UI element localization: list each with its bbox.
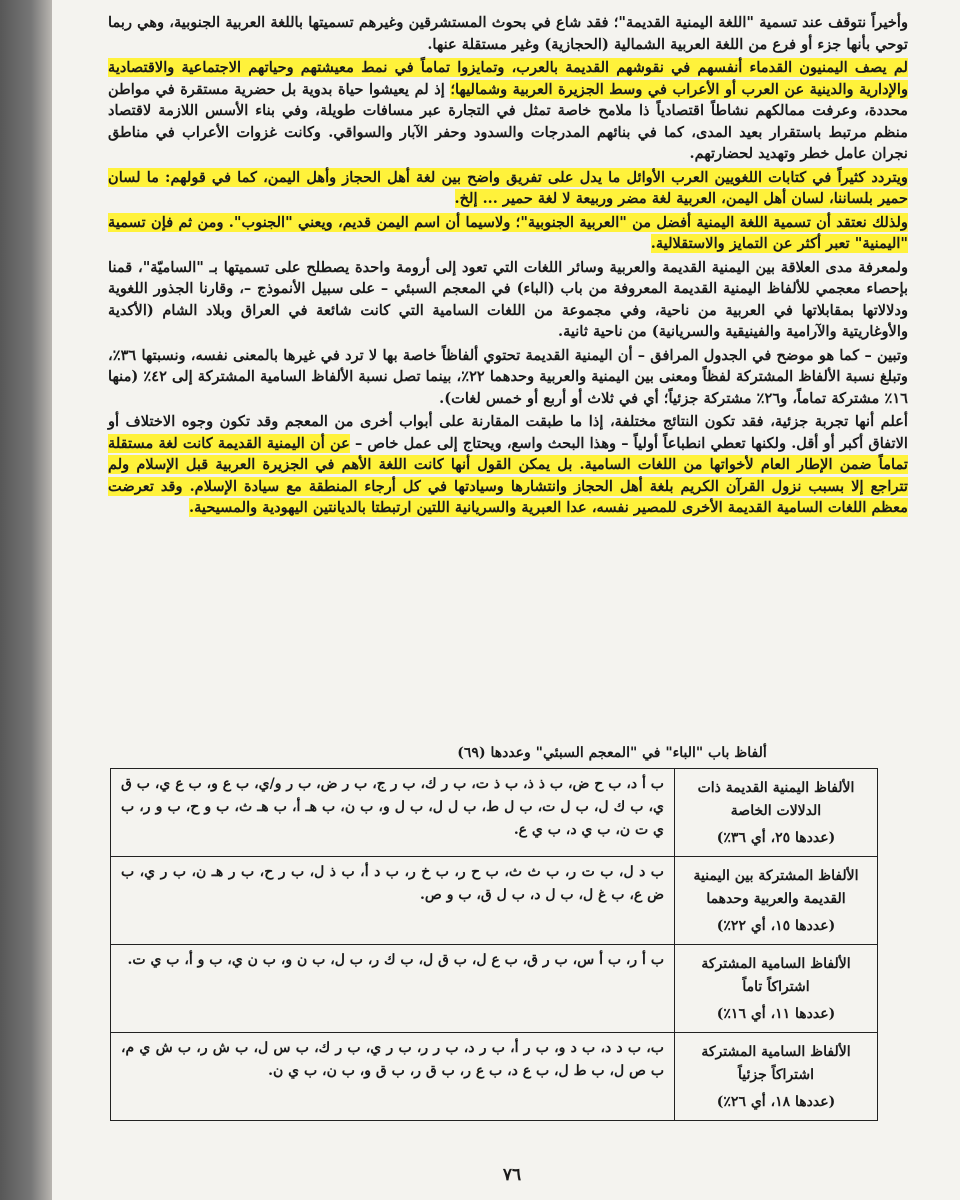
category-label: الألفاظ السامية المشتركة اشتراكاً تاماً: [701, 956, 851, 995]
page-number: ٧٦: [502, 1165, 522, 1185]
category-cell: [675, 769, 878, 857]
roots-cell: ب أ ر، ب أ س، ب ر ق، ب ع ل، ب ق ل، ب ك ر، ب ل، ب ن و، ب ن ي، ب و أ، ب ي ت.: [111, 945, 675, 1033]
book-page: [52, 0, 960, 1200]
paragraph: [108, 57, 908, 165]
text-segment: أعلم أنها تجربة جزئية، فقد تكون النتائج مختلفة، إذا ما طبقت المقارنة على أبواب أخرى من المعجم وقد تكون وجوه الاختلاف أو الاتفاق أكبر أو أقل. ولكنها تعطي انطباعاً أولياً – وهذا البحث واسع، ويحتاج إلى عمل خاص –: [108, 413, 908, 452]
category-label: الألفاظ اليمنية القديمة ذات الدلالات الخاصة: [697, 780, 855, 819]
category-count: (عددها ٢٥، أي ٣٦٪): [716, 830, 836, 846]
text-segment: ولمعرفة مدى العلاقة بين اليمنية القديمة والعربية وسائر اللغات التي تعود إلى أرومة واحدة يصطلح على تسميتها بـ "الساميّة"، قمنا بإحصاء معجمي للألفاظ اليمنية القديمة المعروفة من باب (الباء) في المعجم السبئي – على سبيل الأنموذج –، وقارنا الجذور اللغوية ودلالاتها بمقابلاتها في العربية من ناحية، وفي مجموعة من اللغات السامية التي كانت شائعة في العراق وبلاد الشام (الأكدية والأوغاريتية والآرامية والفينيقية والسريانية) من ناحية ثانية.: [108, 258, 908, 340]
paragraph: [108, 12, 908, 55]
table-row: [111, 945, 878, 1033]
category-cell: [675, 945, 878, 1033]
scan-binding-edge: [0, 0, 52, 1200]
paragraph: [108, 212, 908, 255]
category-cell: [675, 857, 878, 945]
category-cell: [675, 1033, 878, 1121]
table-row: [111, 857, 878, 945]
text-segment: وأخيراً نتوقف عند تسمية "اللغة اليمنية القديمة"؛ فقد شاع في بحوث المستشرقين وغيرهم تسميتها باللغة العربية الجنوبية، وهي ربما توحي بأنها جزء أو فرع من اللغة العربية الشمالية (الحجازية) وغير مستقلة عنها.: [108, 14, 908, 53]
category-count: (عددها ١٥، أي ٢٢٪): [716, 918, 836, 934]
lexicon-table: [110, 768, 878, 1121]
roots-cell: ب، ب د د، ب د و، ب ر أ، ب ر د، ب ر ر، ب ر ي، ب ر ك، ب س ل، ب ش ر، ب ش ي م، ب ص ل، ب ط ل، ب ع د، ب ع ر، ب ق ر، ب ق و، ب ن، ب ي ن.: [111, 1033, 675, 1121]
highlighted-text-segment: لم يصف اليمنيون القدماء أنفسهم في نقوشهم القديمة بالعرب، وتمايزوا تماماً في نمط معيشتهم وحياتهم الاجتماعية والاقتصادية والإدارية والدينية عن العرب أو الأعراب في وسط الجزيرة العربية وشماليها؛: [108, 59, 908, 98]
body-text: [108, 12, 908, 521]
table-title: ألفاظ باب "الباء" في "المعجم السبئي" وعددها (٦٩): [457, 745, 767, 761]
paragraph: [108, 167, 908, 210]
text-segment: إذ لم يعيشوا حياة بدوية بل حضرية مستقرة في مواطن محددة، وعرفت ممالكهم نشاطاً اقتصادياً ذا ملامح خاصة تمثل في التجارة عبر مسافات طويلة، وفي بناء الأسس اللازمة لاقتصاد منظم مرتبط باستقرار بعيد المدى، كما في بنائهم المدرجات والسدود وحفر الآبار والسواقي. وكانت غزوات الأعراب في مناطق نجران عامل خطر وتهديد لحضارتهم.: [108, 80, 908, 162]
highlighted-text-segment: ولذلك نعتقد أن تسمية اللغة اليمنية أفضل من "العربية الجنوبية"؛ ولاسيما أن اسم اليمن قديم، ويعني "الجنوب". ومن ثم فإن تسمية "اليمنية" تعبر أكثر عن التمايز والاستقلالية.: [108, 213, 908, 252]
category-label: الألفاظ السامية المشتركة اشتراكاً جزئياً: [701, 1044, 851, 1083]
table-row: [111, 1033, 878, 1121]
roots-cell: ب أ د، ب ح ض، ب ذ ذ، ب ذ ت، ب ر ك، ب ر ج، ب ر ض، ب ر و/ي، ب ع و، ب ع ي، ب ق ي، ب ك ل، ب ل ت، ب ل ط، ب ل ل، ب ل و، ب ن، ب هـ أ، ب هـ ث، ب و ح، ب و ر، ب ي ت ن، ب ي د، ب ي ع.: [111, 769, 675, 857]
highlighted-text-segment: ويتردد كثيراً في كتابات اللغويين العرب الأوائل ما يدل على تفريق واضح بين لغة أهل الحجاز وأهل اليمن، كما في قولهم: ما لسان حمير بلساننا، لسان أهل اليمن، العربية لغة مضر وربيعة لا لغة حمير ... إلخ.: [108, 168, 908, 207]
roots-cell: ب د ل، ب ت ر، ب ث ث، ب ح ر، ب خ ر، ب د أ، ب ذ ل، ب ر ح، ب ر هـ ن، ب ر ي، ب ض ع، ب غ ل، ب ل د، ب ل ق، ب و ص.: [111, 857, 675, 945]
category-label: الألفاظ المشتركة بين اليمنية القديمة والعربية وحدهما: [693, 868, 859, 907]
text-segment: وتبين – كما هو موضح في الجدول المرافق – أن اليمنية القديمة تحتوي ألفاظاً خاصة بها لا ترد في غيرها بالمعنى نفسه، ونسبتها ٣٦٪، وتبلغ نسبة الألفاظ المشتركة لفظاً ومعنى بين اليمنية والعربية وحدهما ٢٢٪، بينما تصل نسبة الألفاظ السامية المشتركة إلى ٤٢٪ (منها ١٦٪ مشتركة تماماً، و٢٦٪ مشتركة جزئياً؛ أي في ثلاث أو أربع أو خمس لغات).: [108, 346, 908, 407]
highlighted-text-segment: عن أن اليمنية القديمة كانت لغة مستقلة تماماً ضمن الإطار العام لأخواتها من اللغات السامية. بل يمكن القول أنها كانت اللغة الأهم في الجزيرة العربية قبل الإسلام ولم تتراجع إلا بسبب نزول القرآن الكريم بلغة أهل الحجاز وانتشارها وسيادتها في كل أرجاء المنطقة مع سيادة الإسلام. وقد تعرضت معظم اللغات السامية القديمة الأخرى للمصير نفسه، عدا العبرية والسريانية اللتين ارتبطتا بالديانتين اليهودية والمسيحية.: [108, 434, 908, 516]
paragraph: [108, 411, 908, 519]
paragraph: [108, 345, 908, 410]
table-row: [111, 769, 878, 857]
category-count: (عددها ١٨، أي ٢٦٪): [716, 1094, 836, 1110]
paragraph: [108, 257, 908, 343]
category-count: (عددها ١١، أي ١٦٪): [716, 1006, 836, 1022]
